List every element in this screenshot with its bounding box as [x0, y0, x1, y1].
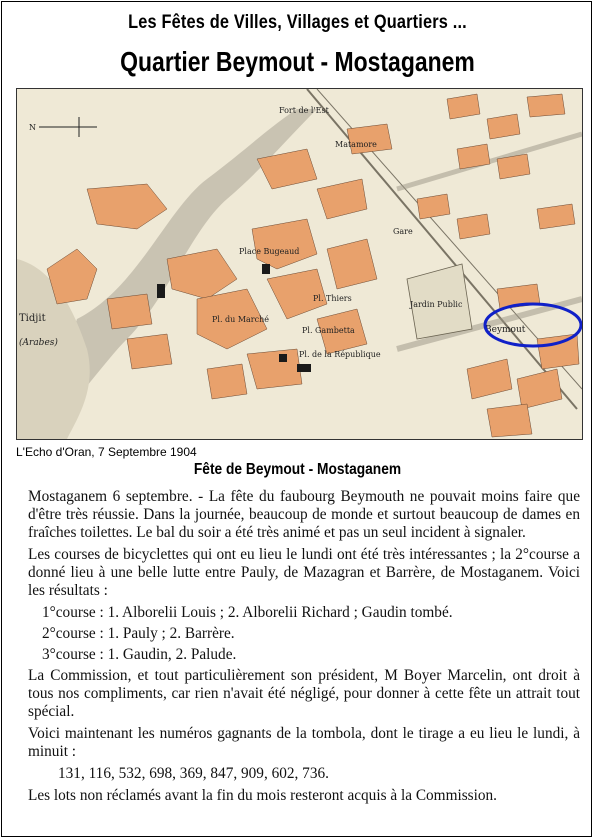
article-paragraph-5: Les lots non réclamés avant la fin du mois resteront acquis à la Commission.: [28, 787, 498, 804]
article-paragraph-3: La Commission, et tout particulièrement son président, M Boyer Marcelin, ont droit à tous nos compliments, car rien n'avait été négligé, pour donner à cette fête un attrait tout spécial.: [28, 667, 580, 720]
map-label-pl-thiers: Pl. Thiers: [313, 294, 352, 303]
map-label-place-bugeaud: Place Bugeaud: [239, 247, 300, 256]
source-caption: L'Echo d'Oran, 7 Septembre 1904: [16, 445, 197, 459]
race-result-2: 2°course : 1. Pauly ; 2. Barrère.: [42, 625, 235, 642]
map-label-tidjit: Tidjit: [19, 313, 46, 324]
map-label-jardin: Jardin Public: [410, 300, 463, 309]
historical-map: [16, 88, 583, 440]
article-paragraph-1: Mostaganem 6 septembre. - La fête du faubourg Beymouth ne pouvait moins faire que d'être très réussie. Dans la journée, beaucoup de monde et surtout beaucoup de dames en fraîches toilettes. Le bal du soir a été très animé et pas un seul incident à signaler.: [28, 488, 580, 541]
map-label-fort: Fort de l'Est: [279, 106, 329, 115]
map-label-gare: Gare: [393, 227, 413, 236]
article-paragraph-2: Les courses de bicyclettes qui ont eu lieu le lundi ont été très intéressantes ; la 2°course a donné lieu à une belle lutte entre Pauly, de Mazagran et Barrère, de Mostaganem. Voici les résultats :: [28, 546, 580, 599]
map-label-beymout: Beymout: [485, 325, 526, 335]
tombola-numbers: 131, 116, 532, 698, 369, 847, 909, 602, 736.: [58, 765, 329, 782]
article-body: [28, 488, 580, 809]
race-result-1: 1°course : 1. Alborelii Louis ; 2. Alborelii Richard ; Gaudin tombé.: [42, 604, 453, 621]
article-title: Fête de Beymout - Mostaganem: [193, 461, 402, 478]
map-label-gambetta: Pl. Gambetta: [302, 326, 355, 335]
article-paragraph-4: Voici maintenant les numéros gagnants de la tombola, dont le tirage a eu lieu le lundi, à minuit :: [28, 725, 580, 760]
compass-n-label: N: [29, 123, 36, 132]
map-label-matamore: Matamore: [335, 140, 377, 149]
race-result-3: 3°course : 1. Gaudin, 2. Palude.: [42, 646, 237, 663]
series-title: Les Fêtes de Villes, Villages et Quartiers ...: [128, 12, 467, 33]
map-label-arabes: (Arabes): [19, 338, 58, 348]
map-label-pl-marche: Pl. du Marché: [212, 315, 269, 324]
page-title: Quartier Beymout - Mostaganem: [120, 46, 475, 77]
map-label-republique: Pl. de la République: [299, 350, 381, 359]
